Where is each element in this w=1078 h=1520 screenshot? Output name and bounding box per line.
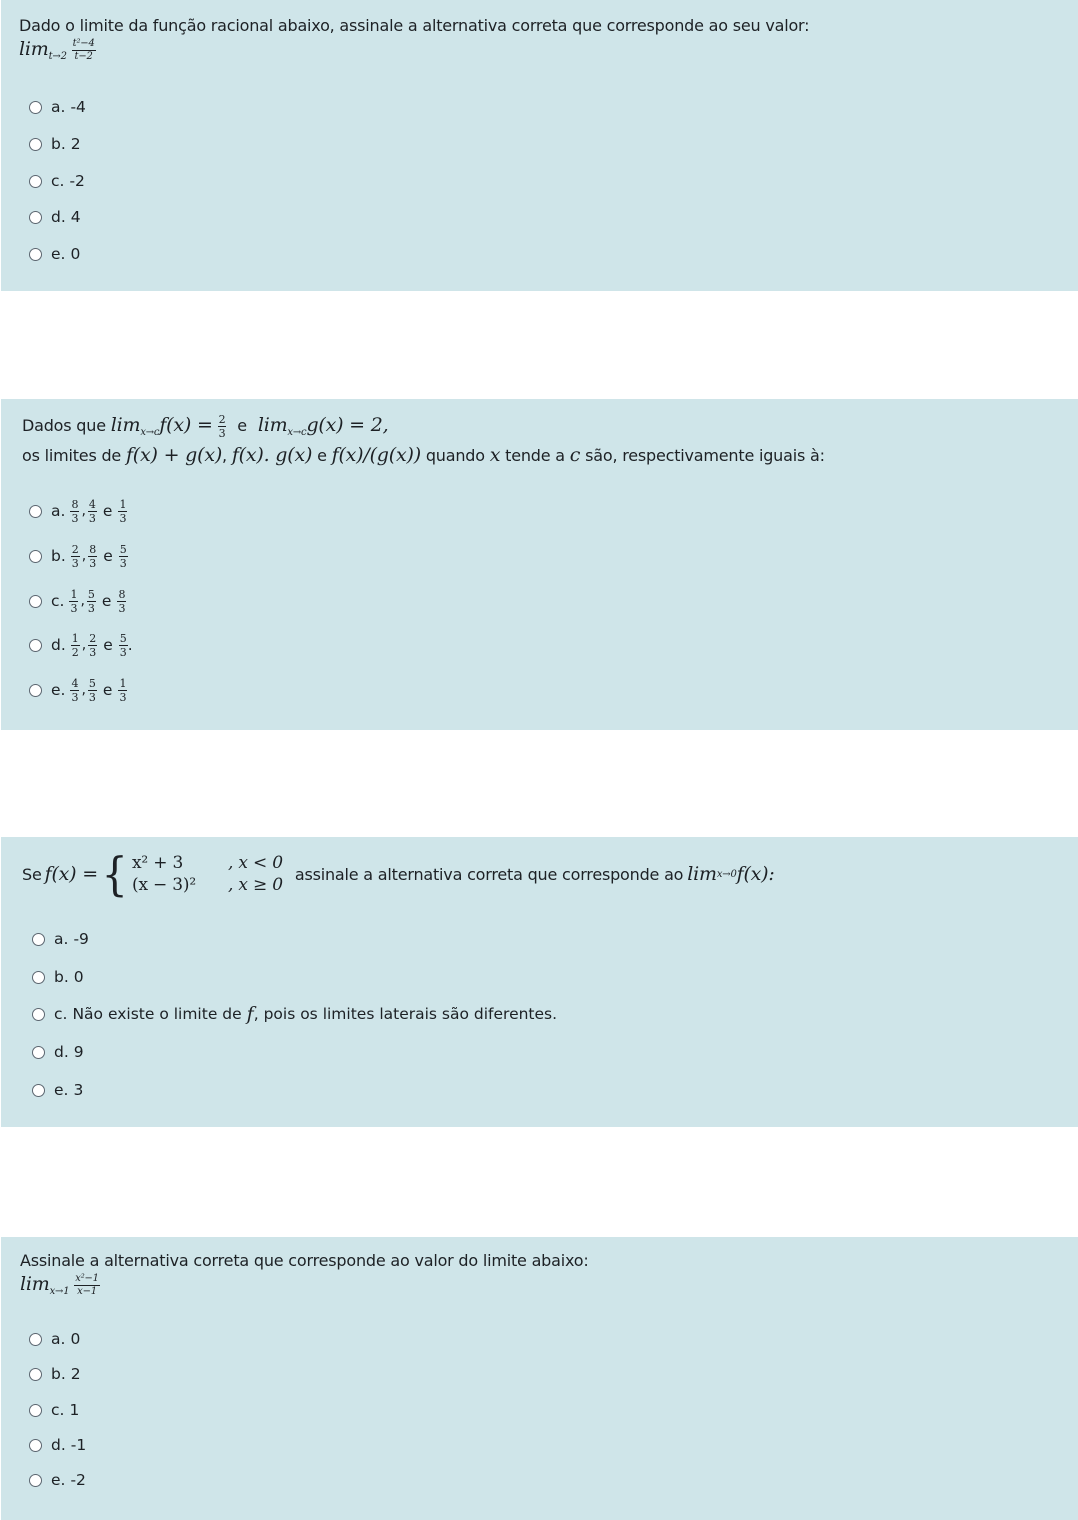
option-letter: a. [51, 502, 66, 520]
option-letter: b. [51, 135, 66, 153]
question-prompt: Dado o limite da função racional abaixo, assinale a alternativa correta que corresponde ao seu valor: [19, 16, 810, 35]
option-text: 4 [70, 208, 81, 226]
option-letter: d. [54, 1043, 69, 1061]
question-prompt: Se f(x) = { x² + 3 , x < 0 (x − 3)² , x ≥ 0 assinale a alternativa correta que corresponde ao lim x→0 f(x): [22, 847, 775, 901]
radio-button[interactable] [29, 639, 42, 652]
question-prompt: Assinale a alternativa correta que corresponde ao valor do limite abaixo: [20, 1251, 589, 1270]
option-c[interactable]: c. $\frac{1}{3}$ , $\frac{5}{3}$ e $\frac{8}{3}$ [29, 588, 126, 614]
radio-button[interactable] [29, 248, 42, 261]
option-e[interactable] [32, 1080, 83, 1100]
option-b[interactable] [29, 1364, 81, 1384]
option-letter: c. [51, 1401, 65, 1419]
option-text: 0 [70, 245, 81, 263]
radio-button[interactable] [32, 1084, 45, 1097]
question-prompt-line-2: os limites de f(x) + g(x), f(x). g(x) e f(x)/(g(x)) quando x tende a c são, respectivamente iguais à: [22, 444, 825, 466]
question-prompt-line-1: Dados que $\lim_{x\to c}f(x)$ = $\frac{2}{3}$ e $\lim_{x\to c}g(x) = 2$, [22, 413, 389, 440]
radio-button[interactable] [29, 595, 42, 608]
option-e[interactable] [29, 1470, 86, 1490]
option-letter: c. [51, 592, 65, 610]
option-text: 2 [70, 1365, 81, 1383]
option-text: 1 [69, 1401, 80, 1419]
option-text: 2 [70, 135, 81, 153]
option-letter: a. [54, 930, 69, 948]
option-a[interactable]: a. $\frac{8}{3}$ , $\frac{4}{3}$ e $\frac{1}{3}$ [29, 498, 127, 524]
option-d[interactable] [29, 207, 81, 227]
option-text: -2 [69, 172, 85, 190]
option-d[interactable] [32, 1042, 84, 1062]
radio-button[interactable] [32, 1008, 45, 1021]
radio-button[interactable] [29, 1404, 42, 1417]
piecewise-brace: { [101, 847, 128, 901]
option-letter: a. [51, 98, 66, 116]
radio-button[interactable] [29, 1439, 42, 1452]
option-letter: d. [51, 636, 66, 654]
option-letter: b. [51, 547, 66, 565]
radio-button[interactable] [29, 684, 42, 697]
option-letter: d. [51, 1436, 66, 1454]
option-letter: a. [51, 1330, 66, 1348]
radio-button[interactable] [32, 933, 45, 946]
option-letter: b. [54, 968, 69, 986]
option-text: -4 [70, 98, 86, 116]
radio-button[interactable] [32, 1046, 45, 1059]
option-letter: b. [51, 1365, 66, 1383]
option-letter: e. [51, 245, 66, 263]
radio-button[interactable] [29, 211, 42, 224]
option-text: -1 [70, 1436, 87, 1454]
option-c[interactable] [29, 1400, 79, 1420]
option-a[interactable] [29, 97, 86, 117]
option-a[interactable] [32, 929, 89, 949]
option-b[interactable] [32, 967, 84, 987]
option-text: 0 [70, 1330, 81, 1348]
option-text: -9 [73, 930, 89, 948]
option-letter: e. [51, 681, 66, 699]
option-e[interactable] [29, 244, 80, 264]
radio-button[interactable] [29, 175, 42, 188]
option-text: Não existe o limite de [72, 1005, 242, 1023]
radio-button[interactable] [29, 505, 42, 518]
option-c[interactable]: c. Não existe o limite de f , pois os limites laterais são diferentes. [32, 1004, 557, 1024]
option-text: 0 [73, 968, 84, 986]
option-letter: c. [51, 172, 65, 190]
question-card-2 [1, 399, 1078, 730]
option-text: 3 [73, 1081, 84, 1099]
option-text: 9 [73, 1043, 84, 1061]
option-c[interactable] [29, 171, 85, 191]
option-d[interactable]: d. $\frac{1}{2}$ , $\frac{2}{3}$ e $\frac{5}{3}$ . [29, 632, 133, 658]
option-text: -2 [70, 1471, 86, 1489]
radio-button[interactable] [29, 1474, 42, 1487]
radio-button[interactable] [29, 138, 42, 151]
question-card-3 [1, 837, 1078, 1127]
option-letter: d. [51, 208, 66, 226]
option-letter: e. [51, 1471, 66, 1489]
radio-button[interactable] [29, 1368, 42, 1381]
piecewise-cases: x² + 3 , x < 0 (x − 3)² , x ≥ 0 [132, 853, 283, 895]
radio-button[interactable] [32, 971, 45, 984]
option-d[interactable] [29, 1435, 86, 1455]
option-a[interactable] [29, 1329, 80, 1349]
radio-button[interactable] [29, 550, 42, 563]
option-b[interactable] [29, 134, 81, 154]
question-card-4 [1, 1237, 1078, 1520]
radio-button[interactable] [29, 1333, 42, 1346]
option-letter: e. [54, 1081, 69, 1099]
limit-formula: $\lim_{x\to 1}$ $\frac{\text{x²−1}}{x-1}$ [20, 1273, 99, 1297]
option-b[interactable]: b. $\frac{2}{3}$ , $\frac{8}{3}$ e $\frac{5}{3}$ [29, 543, 128, 569]
limit-formula: $\lim_{t\to 2}$ $\frac{\text{t²−4}}{t-2}$ [19, 38, 95, 62]
question-card-1 [1, 0, 1078, 291]
option-letter: c. [54, 1005, 68, 1023]
option-e[interactable]: e. $\frac{4}{3}$ , $\frac{5}{3}$ e $\frac{1}{3}$ [29, 677, 127, 703]
radio-button[interactable] [29, 101, 42, 114]
